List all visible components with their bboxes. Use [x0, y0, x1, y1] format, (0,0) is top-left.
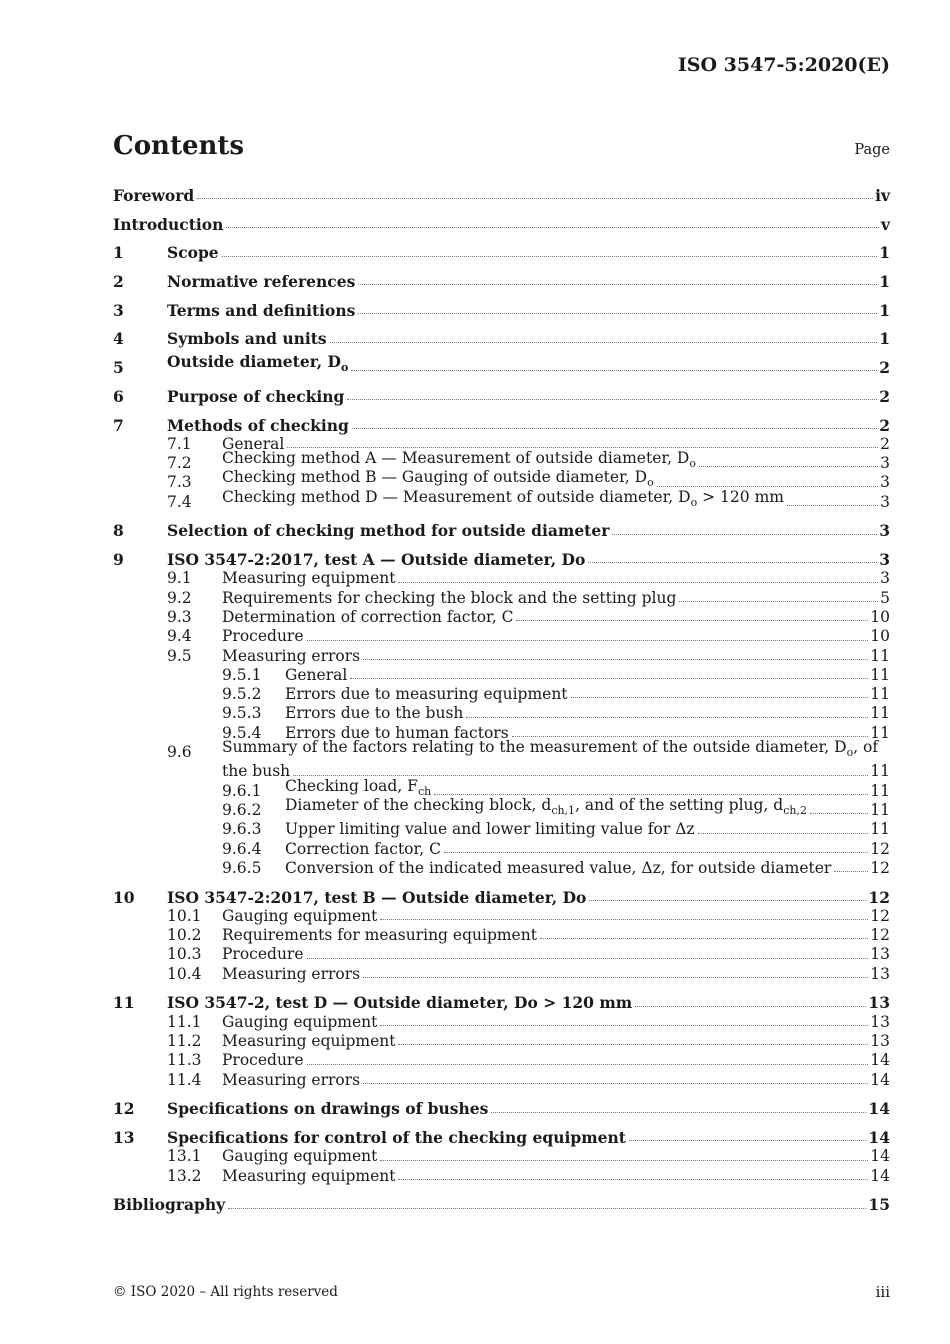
- toc-entry-title: [285, 704, 463, 723]
- toc-entry-title: [285, 820, 695, 839]
- toc-entry-title: [167, 301, 355, 320]
- toc-entry-number: 10.3: [167, 945, 202, 964]
- toc-entry[interactable]: [113, 1147, 890, 1166]
- toc-entry-number: 9.4: [167, 627, 192, 646]
- toc-entry-title: [113, 186, 194, 205]
- page-column-label: Page: [854, 142, 890, 158]
- toc-entry-number: 7: [113, 415, 124, 435]
- dot-leader: [350, 678, 868, 679]
- toc-entry-title: [222, 569, 395, 588]
- dot-leader: [358, 313, 877, 314]
- toc-entry-title: [222, 907, 377, 926]
- toc-title-suffix: , of: [853, 737, 879, 756]
- dot-leader: [444, 852, 868, 853]
- toc-entry-title: [222, 965, 360, 984]
- toc-entry-number: 10.4: [167, 964, 202, 983]
- toc-title-text: Terms and definitions: [167, 300, 356, 320]
- document-id: ISO 3547-5:2020(E): [677, 54, 890, 76]
- toc-entry[interactable]: [113, 685, 890, 704]
- dot-leader: [347, 399, 877, 400]
- toc-entry-title: [222, 1147, 377, 1166]
- toc-entry-title: the bush: [222, 762, 291, 781]
- toc-entry[interactable]: [113, 965, 890, 984]
- toc-entry-title: [285, 796, 807, 820]
- toc-title-text: ISO 3547-2, test D — Outside diameter, Do > 120 mm: [167, 993, 633, 1013]
- toc-entry-title: [113, 1195, 225, 1214]
- toc-title-text: Selection of checking method for outside diameter: [167, 521, 610, 541]
- toc-entry-page: 11: [870, 820, 890, 839]
- toc-entry-page: 12: [870, 839, 890, 858]
- toc-entry[interactable]: [113, 737, 890, 762]
- toc-subscript: o: [689, 457, 696, 471]
- toc-title-text: Specifications on drawings of bushes: [167, 1099, 489, 1119]
- toc-entry[interactable]: [113, 301, 890, 320]
- toc-entry-title: [222, 608, 513, 627]
- toc-entry-title: [222, 589, 676, 608]
- toc-entry-number: 13.1: [167, 1147, 202, 1166]
- toc-entry-title: [113, 215, 223, 234]
- dot-leader: [351, 370, 877, 371]
- toc-entry-page: 2: [879, 415, 890, 435]
- toc-title-text: Symbols and units: [167, 329, 327, 349]
- toc-entry-page: 3: [880, 473, 890, 492]
- dot-leader: [307, 640, 869, 641]
- dot-leader: [398, 582, 878, 583]
- toc-entry-page: 11: [870, 723, 890, 742]
- toc-entry-number: 9: [113, 550, 124, 570]
- toc-entry[interactable]: [113, 521, 890, 540]
- dot-leader: [363, 1083, 868, 1084]
- toc-entry-page: 11: [870, 704, 890, 723]
- toc-entry[interactable]: [113, 820, 890, 839]
- toc-entry-title: [167, 1128, 626, 1147]
- toc-entry-number: 9.6.5: [222, 858, 262, 877]
- toc-title-text: Normative references: [167, 272, 356, 292]
- dot-leader: [197, 198, 873, 199]
- toc-entry-number: 9.5: [167, 646, 192, 665]
- toc-entry[interactable]: [113, 608, 890, 627]
- toc-entry-number: 2: [113, 272, 124, 292]
- dot-leader: [540, 938, 868, 939]
- toc-entry-title: [285, 840, 441, 859]
- toc-entry-page: 13: [870, 1012, 890, 1031]
- toc-entry-page: 12: [870, 858, 890, 877]
- toc-entry-number: 9.6.3: [222, 820, 262, 839]
- copyright-notice: © ISO 2020 – All rights reserved: [113, 1284, 338, 1300]
- toc-entry-title: [285, 666, 347, 685]
- dot-leader: [466, 717, 868, 718]
- dot-leader: [657, 486, 878, 487]
- toc-entry-page: 14: [868, 1127, 890, 1147]
- toc-entry[interactable]: [113, 627, 890, 646]
- toc-entry-page: 1: [879, 300, 890, 320]
- toc-title-text: General: [285, 665, 348, 684]
- toc-title-text: Measuring errors: [222, 964, 361, 983]
- toc-entry-page: 2: [879, 386, 890, 406]
- toc-entry[interactable]: [113, 215, 890, 234]
- toc-entry-title: [222, 945, 304, 964]
- toc-entry[interactable]: [113, 1195, 890, 1214]
- toc-title-text: Measuring errors: [222, 646, 361, 665]
- toc-entry-page: 11: [870, 762, 890, 781]
- toc-entry-title: [222, 1032, 395, 1051]
- toc-entry[interactable]: [113, 352, 890, 378]
- dot-leader: [635, 1006, 866, 1007]
- toc-entry-page: 3: [880, 454, 890, 473]
- toc-entry-title: [222, 627, 304, 646]
- toc-entry-page: 10: [870, 607, 890, 626]
- toc-entry-title: [167, 1099, 488, 1118]
- toc-title-text: Gauging equipment: [222, 1012, 378, 1031]
- toc-title-text: Requirements for measuring equipment: [222, 926, 537, 945]
- toc-entry-number: 10.2: [167, 926, 202, 945]
- toc-title-text: Outside diameter, D: [167, 352, 341, 372]
- dot-leader: [589, 900, 866, 901]
- toc-entry-number: 7.3: [167, 473, 192, 492]
- toc-entry-page: 13: [870, 964, 890, 983]
- toc-title-text: Errors due to the bush: [285, 704, 464, 723]
- dot-leader: [330, 342, 878, 343]
- toc-title-text: ISO 3547-2:2017, test B — Outside diameter, Do: [167, 887, 587, 907]
- toc-title-text: Summary of the factors relating to the measurement of the outside diameter, D: [222, 737, 847, 756]
- toc-entry-title: [285, 859, 831, 878]
- toc-entry-number: 1: [113, 243, 124, 263]
- toc-entry-page: 14: [870, 1147, 890, 1166]
- toc-entry-title: [167, 888, 586, 907]
- toc-entry-title: [167, 521, 609, 540]
- toc-entry-number: 13.2: [167, 1166, 202, 1185]
- dot-leader: [363, 977, 868, 978]
- toc-entry-number: 7.1: [167, 434, 192, 453]
- toc-title-text: Checking method B — Gauging of outside diameter, D: [222, 468, 648, 487]
- toc-entry-page: 3: [880, 492, 890, 511]
- toc-entry-number: 11.3: [167, 1051, 202, 1070]
- toc-entry[interactable]: [113, 993, 890, 1012]
- toc-entry[interactable]: [113, 487, 890, 512]
- dot-leader: [293, 775, 868, 776]
- toc-entry[interactable]: [113, 272, 890, 291]
- toc-title-text: Diameter of the checking block, d: [285, 795, 552, 814]
- toc-title-text: Methods of checking: [167, 415, 349, 435]
- toc-entry-number: 7.2: [167, 454, 192, 473]
- toc-entry-page: 10: [870, 627, 890, 646]
- toc-entry-number: 11.4: [167, 1070, 202, 1089]
- toc-entry-page: 14: [870, 1166, 890, 1185]
- toc-subscript: ch,2: [783, 803, 807, 817]
- toc-entry-number: 9.2: [167, 588, 192, 607]
- toc-entry-number: 9.5.1: [222, 665, 262, 684]
- page-number: iii: [875, 1283, 890, 1301]
- toc-entry-page: 14: [870, 1070, 890, 1089]
- toc-entry-page: 3: [879, 521, 890, 541]
- toc-entry[interactable]: [113, 329, 890, 348]
- toc-entry-number: 9.6: [167, 743, 192, 762]
- toc-entry[interactable]: [113, 666, 890, 685]
- toc-entry-page: 3: [880, 569, 890, 588]
- dot-leader: [698, 833, 869, 834]
- toc-entry-title: [222, 1013, 377, 1032]
- toc-subscript: ch,1: [551, 803, 576, 817]
- toc-entry-number: 10: [113, 887, 135, 907]
- toc-title-text: Bibliography: [113, 1195, 226, 1215]
- toc-title-text: Gauging equipment: [222, 1147, 378, 1166]
- toc-entry-page: 3: [879, 550, 890, 570]
- toc-entry-number: 11: [113, 993, 135, 1013]
- dot-leader: [307, 958, 869, 959]
- toc-entry[interactable]: [113, 926, 890, 945]
- toc-title-text: Errors due to measuring equipment: [285, 685, 568, 704]
- dot-leader: [380, 1025, 868, 1026]
- toc-entry-page: 13: [868, 993, 890, 1013]
- dot-leader: [358, 284, 877, 285]
- toc-entry[interactable]: [113, 945, 890, 964]
- dot-leader: [352, 428, 877, 429]
- toc-entry[interactable]: [113, 840, 890, 859]
- toc-title-suffix: > 120 mm: [697, 487, 784, 506]
- toc-entry-page: 12: [870, 926, 890, 945]
- dot-leader: [398, 1179, 868, 1180]
- toc-entry-page: 1: [879, 243, 890, 263]
- toc-entry-title: [167, 550, 585, 569]
- toc-title-text: Specifications for control of the checking equipment: [167, 1127, 626, 1147]
- toc-entry-page: 13: [870, 1031, 890, 1050]
- dot-leader: [380, 1160, 868, 1161]
- toc-title-text: Measuring equipment: [222, 1166, 396, 1185]
- toc-entry-title: [167, 993, 632, 1012]
- table-of-contents: [113, 186, 890, 1215]
- toc-entry-page: 11: [870, 781, 890, 800]
- toc-title-text: Errors due to human factors: [285, 723, 509, 742]
- toc-entry[interactable]: [113, 416, 890, 435]
- dot-leader: [380, 919, 868, 920]
- dot-leader: [516, 620, 868, 621]
- toc-entry-number: 11.1: [167, 1012, 202, 1031]
- toc-title-text: General: [222, 434, 285, 453]
- toc-title-text: Measuring equipment: [222, 569, 396, 588]
- dot-leader: [571, 697, 869, 698]
- toc-entry-number: 3: [113, 300, 124, 320]
- toc-entry-page: 15: [868, 1195, 890, 1215]
- dot-leader: [810, 813, 868, 814]
- toc-entry[interactable]: [113, 569, 890, 588]
- toc-entry[interactable]: [113, 795, 890, 820]
- toc-entry-page: 12: [870, 906, 890, 925]
- toc-entry-page: 1: [879, 329, 890, 349]
- toc-entry[interactable]: [113, 243, 890, 262]
- toc-entry-title: [222, 738, 878, 762]
- toc-entry-title: [222, 926, 537, 945]
- dot-leader: [612, 534, 877, 535]
- toc-subscript: o: [647, 476, 654, 490]
- toc-entry[interactable]: [113, 1128, 890, 1147]
- toc-entry-number: 9.6.1: [222, 781, 262, 800]
- toc-entry-page: 13: [870, 945, 890, 964]
- toc-entry[interactable]: [113, 550, 890, 569]
- toc-entry-number: 9.1: [167, 569, 192, 588]
- toc-entry-number: 9.5.4: [222, 723, 262, 742]
- toc-entry-title: [167, 387, 344, 406]
- toc-entry[interactable]: [113, 907, 890, 926]
- dot-leader: [679, 601, 878, 602]
- toc-entry-number: 4: [113, 329, 124, 349]
- toc-entry-number: 8: [113, 521, 124, 541]
- toc-entry-title: [222, 488, 784, 512]
- toc-entry-number: 6: [113, 386, 124, 406]
- dot-leader: [222, 256, 878, 257]
- toc-entry-title: [167, 352, 348, 377]
- dot-leader: [307, 1064, 869, 1065]
- toc-entry[interactable]: [113, 1099, 890, 1118]
- toc-title-text: Measuring errors: [222, 1070, 361, 1089]
- toc-entry[interactable]: [113, 1051, 890, 1070]
- toc-entry-page: 2: [879, 358, 890, 378]
- dot-leader: [287, 447, 878, 448]
- dot-leader: [588, 562, 877, 563]
- dot-leader: [363, 659, 868, 660]
- toc-title-text: Checking method A — Measurement of outside diameter, D: [222, 449, 690, 467]
- toc-title-text: Upper limiting value and lower limiting value for Δz: [285, 820, 695, 839]
- toc-entry-title: [285, 685, 568, 704]
- toc-entry-page: 11: [870, 646, 890, 665]
- toc-entry-number: 12: [113, 1099, 135, 1119]
- toc-entry-number: 9.5.3: [222, 704, 262, 723]
- page-title: Contents: [113, 131, 245, 161]
- toc-entry-title: [167, 243, 219, 262]
- toc-entry-title: [222, 647, 360, 666]
- toc-entry[interactable]: [113, 387, 890, 406]
- toc-title-text: Gauging equipment: [222, 906, 378, 925]
- dot-leader: [512, 736, 869, 737]
- dot-leader: [834, 871, 868, 872]
- toc-entry-page: 5: [880, 588, 890, 607]
- toc-title-text: Correction factor, C: [285, 839, 441, 858]
- toc-entry-title: [167, 272, 355, 291]
- toc-entry-page: 14: [868, 1099, 890, 1119]
- toc-entry-page: 11: [870, 685, 890, 704]
- toc-entry-title: [222, 1051, 304, 1070]
- toc-subscript: o: [846, 746, 854, 760]
- dot-leader: [434, 794, 868, 795]
- toc-entry[interactable]: [113, 1013, 890, 1032]
- toc-entry[interactable]: [113, 186, 890, 205]
- dot-leader: [699, 466, 878, 467]
- toc-entry-number: 9.3: [167, 607, 192, 626]
- toc-entry-page: 12: [868, 887, 890, 907]
- toc-entry-title: [167, 329, 327, 348]
- toc-entry[interactable]: [113, 1032, 890, 1051]
- toc-subscript: o: [690, 495, 698, 509]
- toc-entry-number: 7.4: [167, 492, 192, 511]
- toc-entry[interactable]: [113, 647, 890, 666]
- toc-title-text: Purpose of checking: [167, 386, 345, 406]
- toc-entry-page: v: [880, 214, 890, 234]
- dot-leader: [787, 505, 878, 506]
- toc-title-text: Introduction: [113, 214, 224, 234]
- toc-title-text: Checking method D — Measurement of outside diameter, D: [222, 487, 691, 506]
- toc-entry[interactable]: [113, 704, 890, 723]
- toc-entry-number: 5: [113, 358, 124, 378]
- toc-entry[interactable]: [113, 589, 890, 608]
- toc-title-text: Measuring equipment: [222, 1031, 396, 1050]
- toc-entry[interactable]: [113, 859, 890, 878]
- toc-title-text: Procedure: [222, 1051, 304, 1070]
- toc-entry-number: 9.5.2: [222, 685, 262, 704]
- toc-entry-title: [222, 1071, 360, 1090]
- toc-entry-title: [222, 1167, 395, 1186]
- dot-leader: [226, 227, 879, 228]
- dot-leader: [228, 1208, 866, 1209]
- toc-subscript: o: [340, 361, 349, 375]
- dot-leader: [398, 1044, 868, 1045]
- toc-entry-title: [167, 416, 349, 435]
- dot-leader: [491, 1112, 866, 1113]
- toc-entry-number: 9.6.2: [222, 800, 262, 819]
- toc-entry[interactable]: [113, 1167, 890, 1186]
- toc-entry[interactable]: [113, 1071, 890, 1090]
- toc-entry-number: 9.6.4: [222, 839, 262, 858]
- toc-entry-page: 14: [870, 1051, 890, 1070]
- toc-title-text: ISO 3547-2:2017, test A — Outside diameter, Do: [167, 550, 586, 570]
- toc-entry-page: 1: [879, 272, 890, 292]
- toc-entry[interactable]: [113, 888, 890, 907]
- toc-title-text: Conversion of the indicated measured value, Δz, for outside diameter: [285, 858, 832, 877]
- toc-entry-number: 10.1: [167, 906, 202, 925]
- toc-entry-page: iv: [875, 186, 890, 205]
- toc-subscript: ch: [417, 784, 432, 798]
- toc-title-text: Procedure: [222, 945, 304, 964]
- toc-entry-number: 11.2: [167, 1031, 202, 1050]
- toc-title-text: Procedure: [222, 627, 304, 646]
- toc-entry-page: 11: [870, 800, 890, 819]
- toc-title-text: Checking load, F: [285, 776, 418, 795]
- toc-entry-continuation[interactable]: [113, 762, 890, 781]
- toc-entry-number: 13: [113, 1127, 135, 1147]
- dot-leader: [629, 1140, 866, 1141]
- toc-title-text: Requirements for checking the block and the setting plug: [222, 588, 677, 607]
- toc-title-text: Scope: [167, 243, 219, 263]
- toc-entry-page: 11: [870, 665, 890, 684]
- toc-title-text: Determination of correction factor, C: [222, 607, 514, 626]
- toc-entry-page: 2: [880, 434, 890, 453]
- toc-title-text: Foreword: [113, 186, 195, 205]
- toc-title-suffix: , and of the setting plug, d: [575, 795, 784, 814]
